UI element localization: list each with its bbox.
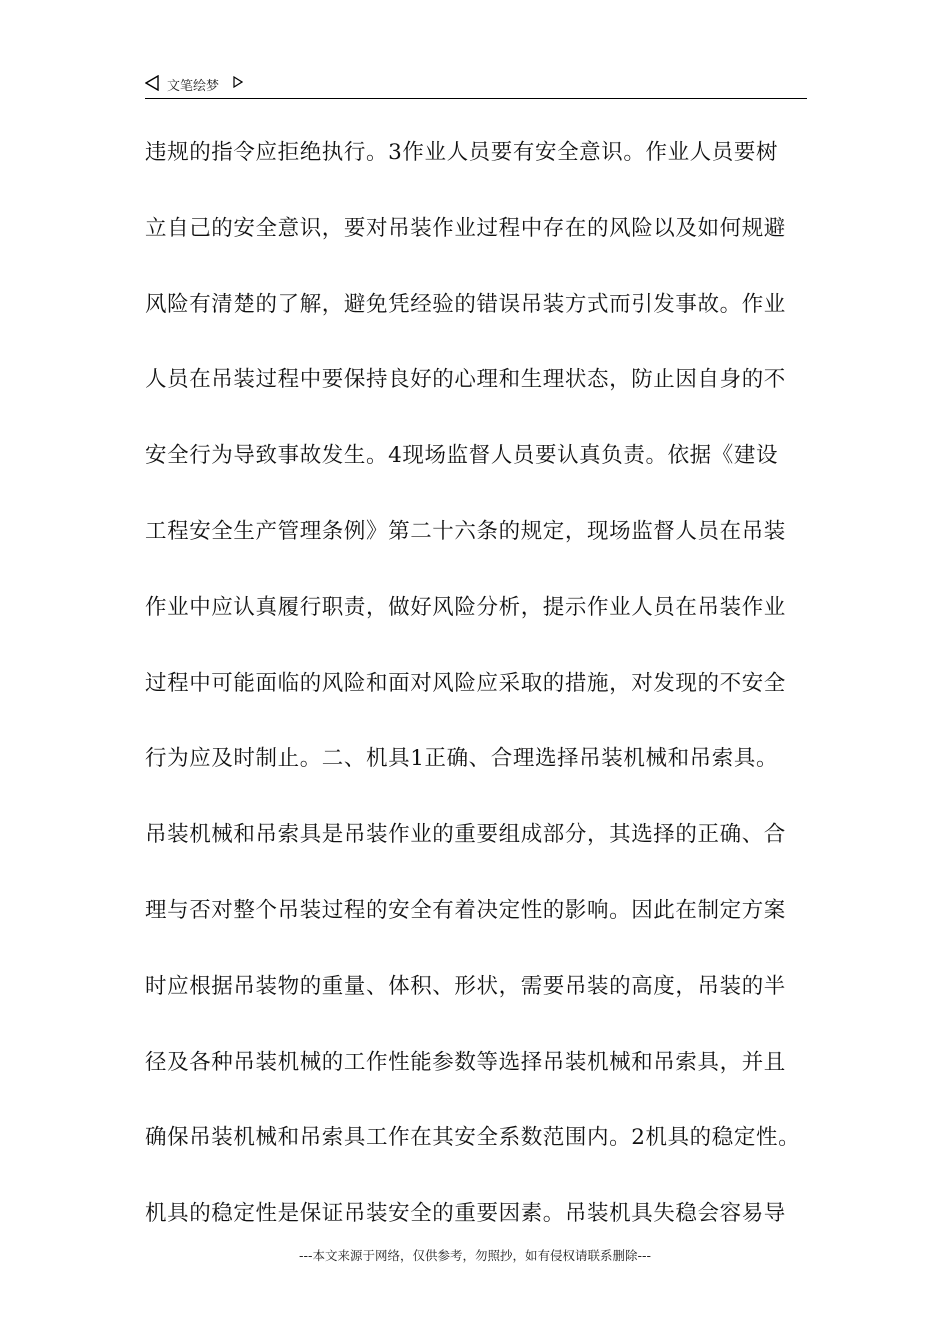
text-line: 人员在吊装过程中要保持良好的心理和生理状态，防止因自身的不 [145, 367, 786, 393]
text-line: 违规的指令应拒绝执行。3作业人员要有安全意识。作业人员要树 [145, 140, 779, 165]
text-line: 行为应及时制止。二、机具1正确、合理选择吊装机械和吊索具。 [145, 746, 779, 772]
text-line: 确保吊装机械和吊索具工作在其安全系数范围内。2机具的稳定性。 [145, 1125, 801, 1151]
text-line: 吊装机械和吊索具是吊装作业的重要组成部分，其选择的正确、合 [145, 822, 786, 848]
text-line: 径及各种吊装机械的工作性能参数等选择吊装机械和吊索具，并且 [145, 1049, 786, 1075]
text-line: 机具的稳定性是保证吊装安全的重要因素。吊装机具失稳会容易导 [145, 1201, 786, 1227]
text-line: 作业中应认真履行职责，做好风险分析，提示作业人员在吊装作业 [145, 594, 786, 620]
text-line: 理与否对整个吊装过程的安全有着决定性的影响。因此在制定方案 [145, 897, 786, 923]
text-line: 时应根据吊装物的重量、体积、形状，需要吊装的高度，吊装的半 [145, 973, 786, 999]
page-header [145, 72, 807, 99]
text-line: 风险有清楚的了解，避免凭经验的错误吊装方式而引发事故。作业 [145, 291, 786, 317]
text-line: 工程安全生产管理条例》第二十六条的规定，现场监督人员在吊装 [145, 518, 786, 544]
triangle-right-icon [233, 76, 243, 88]
page-footer: ---本文来源于网络，仅供参考，勿照抄，如有侵权请联系删除--- [298, 1248, 652, 1263]
header-brand: 文笔绘梦 [167, 79, 220, 94]
triangle-left-icon [145, 75, 159, 91]
text-line: 立自己的安全意识，要对吊装作业过程中存在的风险以及如何规避 [145, 215, 786, 241]
text-line: 过程中可能面临的风险和面对风险应采取的措施，对发现的不安全 [145, 670, 786, 696]
document-body [145, 135, 825, 1272]
text-line: 安全行为导致事故发生。4现场监督人员要认真负责。依据《建设 [145, 443, 779, 469]
